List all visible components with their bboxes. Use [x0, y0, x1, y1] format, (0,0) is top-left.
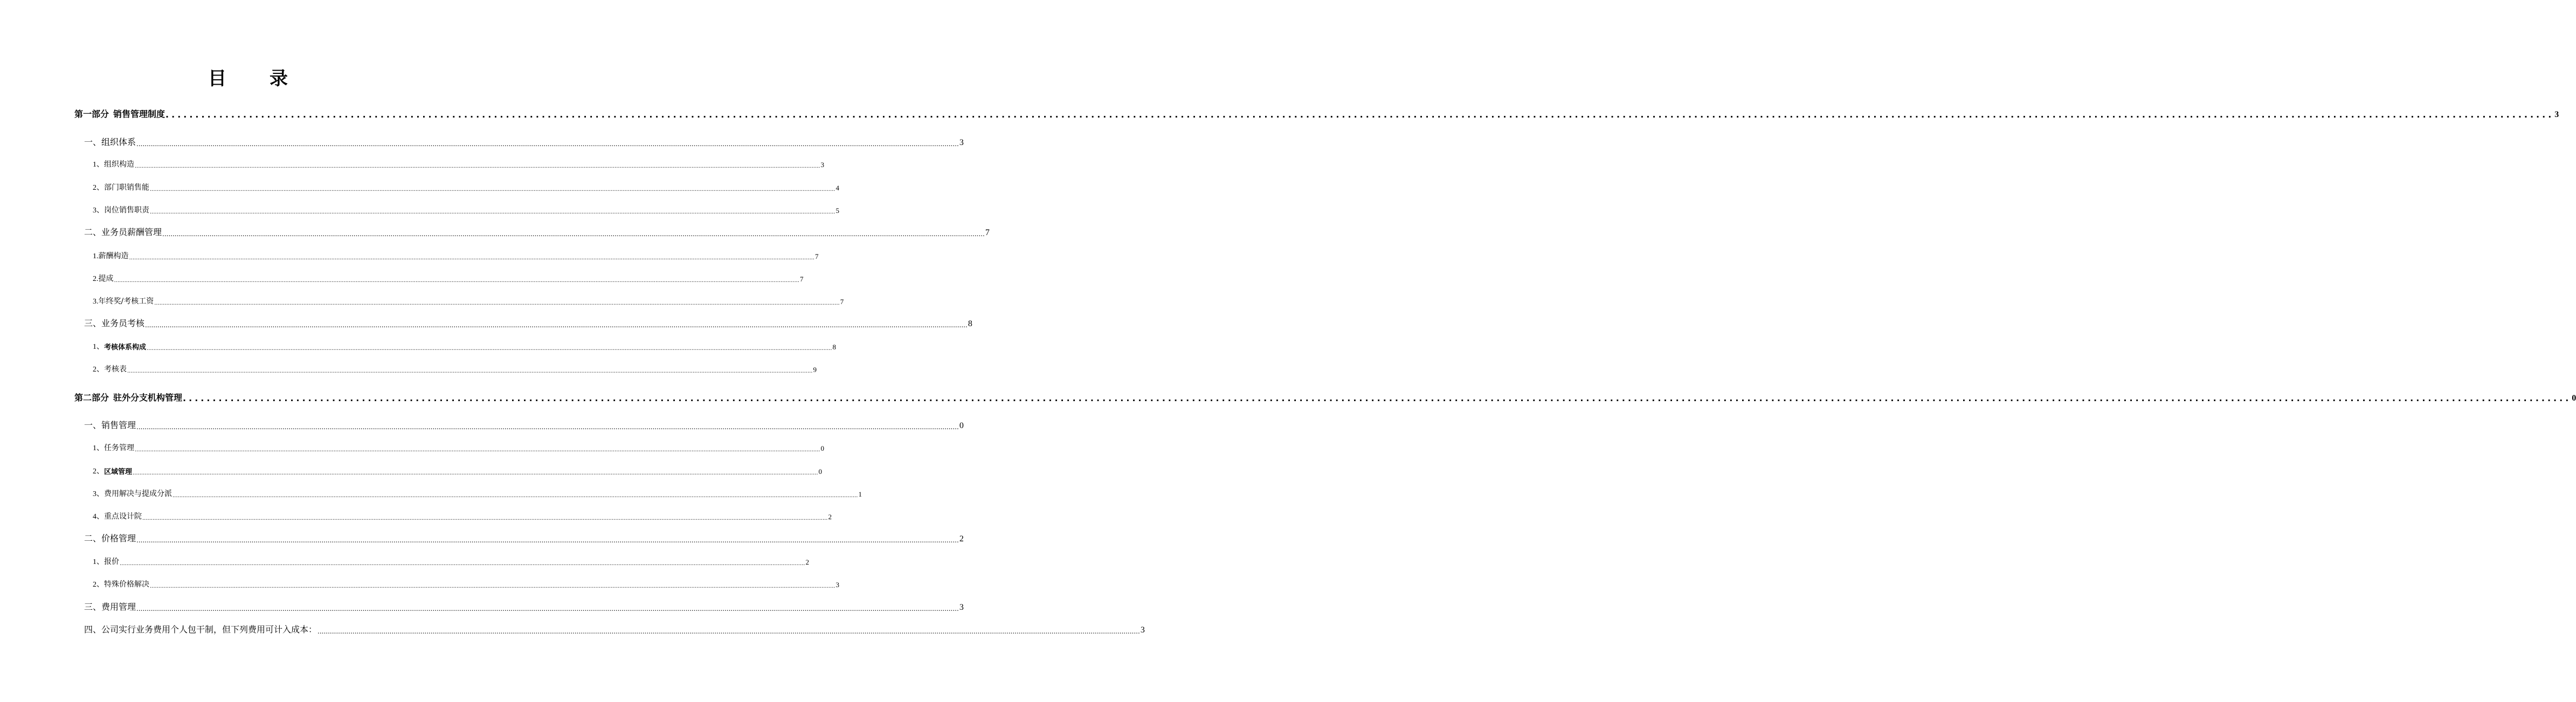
toc-entry-page: 3	[959, 138, 964, 147]
toc-entry[interactable]	[93, 489, 862, 499]
toc-entry-title: 考核表	[104, 365, 127, 374]
toc-entry-page: 0	[959, 421, 964, 430]
toc-entry-page: 3	[2554, 110, 2559, 119]
toc-entry-number: 第二部分	[74, 393, 109, 403]
toc-entry-title: 年终奖/考核工资	[98, 297, 154, 306]
toc-entry-page: 2	[828, 513, 832, 521]
toc-entry-page: 8	[968, 319, 972, 328]
toc-entry-title: 薪酬构造	[98, 252, 129, 260]
toc-entry-page: 0	[818, 467, 822, 476]
toc-entry-number: 三、	[84, 318, 102, 328]
toc-entry-page: 8	[832, 343, 836, 351]
toc-entry-number: 2、	[93, 467, 104, 476]
toc-dot-leader: ................................................................................................................................................................................................................................................................................................................................................................................................................	[133, 470, 818, 476]
toc-dot-leader: ................................................................................................................................................................................................................................................................................................................................................................................................................	[317, 628, 1140, 635]
toc-entry-number: 3.	[93, 298, 99, 306]
toc-entry[interactable]	[93, 342, 836, 352]
toc-dot-leader: ................................................................................................................................................................................................................................................................................................................................................................................................................	[150, 583, 835, 589]
toc-entry-number: 第一部分	[74, 109, 109, 119]
page-title	[0, 66, 496, 92]
toc-entry-number: 2、	[93, 366, 104, 374]
toc-entry[interactable]	[93, 297, 844, 306]
toc-entry[interactable]	[84, 226, 990, 238]
toc-dot-leader: ................................................................................................................................................................................................................................................................................................................................................................................................................	[145, 321, 968, 329]
toc-entry-number: 1、	[93, 343, 104, 351]
toc-dot-leader: ................................................................................................................................................................................................................................................................................................................................................................................................................	[129, 255, 814, 261]
toc-dot-leader: ................................................................................................................................................................................................................................................................................................................................................................................................................	[150, 209, 835, 215]
toc-entry-title: 部门职销售能	[104, 183, 149, 192]
toc-entry-title: 驻外分支机构管理	[113, 393, 183, 403]
toc-dot-leader: ................................................................................................................................................................................................................................................................................................................................................................................................................	[114, 278, 799, 284]
toc-entry-title: 考核体系构成	[104, 343, 147, 352]
toc-dot-leader: ................................................................................................................................................................................................................................................................................................................................................................................................................	[127, 368, 813, 374]
toc-entry[interactable]	[84, 317, 972, 329]
toc-entry-page: 2	[959, 534, 964, 543]
toc-entry-title: 销售管理	[101, 420, 136, 430]
toc-entry-page: 3	[820, 161, 824, 169]
toc-entry[interactable]	[93, 466, 822, 476]
toc-entry-number: 4、	[93, 513, 104, 521]
toc-entry-page: 7	[985, 228, 990, 237]
toc-entry-page: 7	[840, 298, 844, 306]
toc-entry-title: 报价	[104, 558, 119, 566]
toc-entry-number: 1、	[93, 558, 104, 566]
toc-entry[interactable]	[84, 419, 964, 431]
toc-entry[interactable]	[93, 580, 839, 589]
toc-entry-page: 3	[959, 603, 964, 612]
toc-entry-title: 业务员考核	[101, 318, 145, 328]
title-left-char: 目	[208, 68, 226, 90]
toc-entry-page: 5	[835, 207, 839, 215]
toc-entry-number: 2、	[93, 184, 104, 192]
toc-dot-leader: ................................................................................................................................................................................................................................................................................................................................................................................................................	[162, 230, 985, 238]
toc-entry-page: 3	[835, 581, 839, 589]
toc-entry-number: 2.	[93, 275, 99, 283]
toc-entry-number: 三、	[84, 602, 102, 612]
toc-dot-leader: ................................................................................................................................................................................................................................................................................................................................................................................................................	[120, 561, 805, 567]
toc-entry[interactable]	[84, 623, 1145, 635]
toc-dot-leader: ................................................................................................................................................................................................................................................................................................................................................................................................................	[136, 536, 959, 544]
toc-dot-leader: ................................................................................................................................................................................................................................................................................................................................................................................................................	[135, 163, 820, 169]
toc-dot-leader: ................................................................................................................................................................................................................................................................................................................................................................................................................	[150, 187, 835, 192]
toc-entry[interactable]	[93, 512, 832, 521]
toc-entry-page: 7	[814, 252, 819, 260]
toc-entry-number: 1、	[93, 444, 104, 452]
toc-entry[interactable]	[74, 108, 2559, 120]
toc-entry[interactable]	[93, 557, 809, 567]
toc-dot-leader: ................................................................................................................................................................................................................................................................................................................................................................................................................	[136, 140, 959, 148]
toc-entry-page: 9	[813, 366, 817, 374]
toc-entry-title: 公司实行业务费用个人包干制，但下列费用可计入成本：	[101, 624, 317, 635]
toc-entry[interactable]	[93, 251, 819, 261]
toc-entry-title: 重点设计院	[104, 512, 142, 521]
toc-dot-leader: ................................................................................................................................................................................................................................................................................................................................................................................................................	[147, 346, 832, 352]
toc-entry-title: 组织构造	[104, 160, 134, 169]
toc-dot-leader: ................................................................................................................................................................................................................................................................................................................................................................................................................	[142, 515, 828, 521]
toc-entry-title: 特殊价格解决	[104, 580, 149, 589]
toc-entry-title: 费用管理	[101, 602, 136, 612]
toc-entry-number: 一、	[84, 420, 102, 430]
toc-entry-number: 二、	[84, 533, 102, 543]
toc-entry-number: 3、	[93, 207, 104, 215]
toc-entry-number: 二、	[84, 227, 102, 237]
toc-entry[interactable]	[84, 136, 964, 148]
toc-entry-number: 一、	[84, 137, 102, 147]
toc-dot-leader: ................................................................................................................................................................................................................................................................................................................................................................................................................	[183, 393, 2572, 403]
toc-entry-title: 费用解决与提成分派	[104, 490, 172, 498]
toc-entry-title: 业务员薪酬管理	[101, 227, 162, 237]
toc-dot-leader: ................................................................................................................................................................................................................................................................................................................................................................................................................	[165, 109, 2554, 120]
toc-dot-leader: ................................................................................................................................................................................................................................................................................................................................................................................................................	[172, 493, 858, 499]
toc-entry-title: 销售管理制度	[113, 109, 165, 119]
toc-entry-page: 2	[805, 558, 809, 566]
toc-entry-number: 3、	[93, 490, 104, 498]
toc-entry-page: 7	[799, 275, 804, 283]
toc-entry[interactable]	[74, 391, 2576, 403]
toc-entry[interactable]	[93, 205, 839, 215]
toc-entry-page: 0	[820, 444, 824, 452]
toc-entry[interactable]	[93, 274, 804, 284]
title-right-char: 录	[270, 68, 288, 90]
toc-entry-title: 岗位销售职责	[104, 206, 149, 215]
toc-entry[interactable]	[84, 601, 964, 612]
toc-entry[interactable]	[93, 443, 824, 453]
toc-entry-page: 3	[1140, 625, 1145, 635]
toc-entry-title: 提成	[98, 274, 114, 283]
toc-entry-title: 区域管理	[104, 468, 133, 476]
toc-dot-leader: ................................................................................................................................................................................................................................................................................................................................................................................................................	[154, 300, 840, 306]
toc-entry-number: 四、	[84, 624, 102, 635]
toc-dot-leader: ................................................................................................................................................................................................................................................................................................................................................................................................................	[135, 447, 820, 453]
toc-entry-number: 1.	[93, 252, 99, 260]
toc-entry-page: 1	[858, 490, 862, 498]
toc-entry[interactable]	[93, 160, 824, 169]
toc-entry[interactable]	[93, 364, 817, 374]
toc-entry[interactable]	[84, 532, 964, 544]
toc-dot-leader: ................................................................................................................................................................................................................................................................................................................................................................................................................	[136, 423, 959, 431]
toc-entry-number: 2、	[93, 581, 104, 589]
toc-entry[interactable]	[93, 183, 839, 192]
toc-dot-leader: ................................................................................................................................................................................................................................................................................................................................................................................................................	[136, 605, 959, 612]
toc-entry-page: 4	[835, 184, 839, 192]
toc-entry-title: 任务管理	[104, 444, 134, 452]
toc-entry-number: 1、	[93, 161, 104, 169]
toc-entry-title: 组织体系	[101, 137, 136, 147]
toc-entry-title: 价格管理	[101, 533, 136, 543]
toc-entry-page: 0	[2572, 394, 2576, 403]
